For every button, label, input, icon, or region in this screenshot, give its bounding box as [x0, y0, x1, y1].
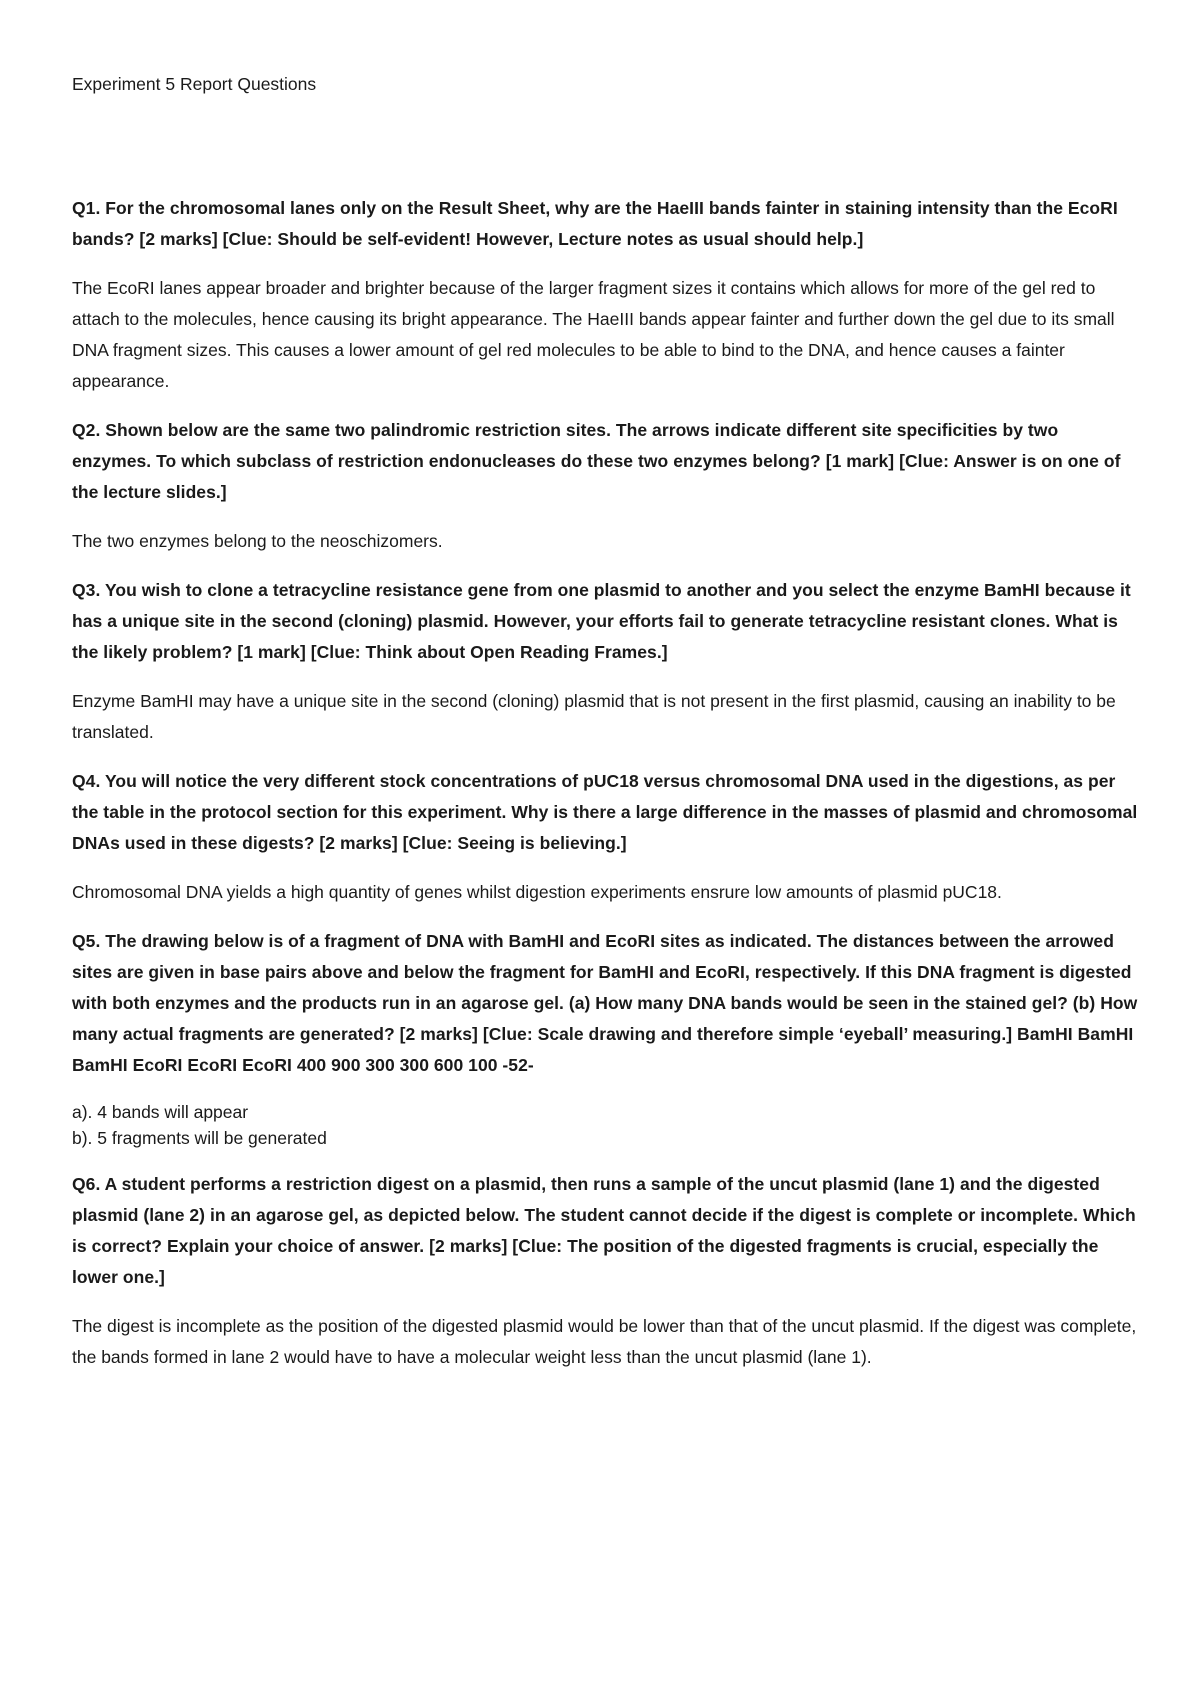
question-block-q1: [72, 193, 1142, 397]
question-list: [72, 193, 1142, 1373]
question-q3: Q3. You wish to clone a tetracycline resistance gene from one plasmid to another and you select the enzyme BamHI because it has a unique site in the second (cloning) plasmid. However, your efforts fail to generate tetracycline resistant clones. What is the likely problem? [1 mark] [Clue: Think about Open Reading Frames.]: [72, 579, 1131, 662]
question-block-q3: [72, 575, 1142, 748]
answer-q5: [72, 1099, 1142, 1151]
question-block-q6: [72, 1169, 1142, 1373]
question-block-q2: [72, 415, 1142, 557]
answer-q1: The EcoRI lanes appear broader and brighter because of the larger fragment sizes it contains which allows for more of the gel red to attach to the molecules, hence causing its bright appearance. The HaeIII bands appear fainter and further down the gel due to its small DNA fragment sizes. This causes a lower amount of gel red molecules to be able to bind to the DNA, and hence causes a fainter appearance.: [72, 277, 1115, 391]
question-q6: Q6. A student performs a restriction digest on a plasmid, then runs a sample of the uncut plasmid (lane 1) and the digested plasmid (lane 2) in an agarose gel, as depicted below. The student cannot decide if the digest is complete or incomplete. Which is correct? Explain your choice of answer. [2 marks] [Clue: The position of the digested fragments is crucial, especially the lower one.]: [72, 1173, 1136, 1287]
question-block-q4: [72, 766, 1142, 908]
question-q1: Q1. For the chromosomal lanes only on the Result Sheet, why are the HaeIII bands fainter in staining intensity than the EcoRI bands? [2 marks] [Clue: Should be self-evident! However, Lecture notes as usual should help.]: [72, 197, 1118, 249]
answer-q5-part-a: a). 4 bands will appear: [72, 1101, 249, 1122]
answer-q2: The two enzymes belong to the neoschizomers.: [72, 530, 443, 551]
question-q2: Q2. Shown below are the same two palindromic restriction sites. The arrows indicate different site specificities by two enzymes. To which subclass of restriction endonucleases do these two enzymes belong? [1 mark] [Clue: Answer is on one of the lecture slides.]: [72, 419, 1121, 502]
document-title: Experiment 5 Report Questions: [72, 74, 317, 94]
question-q4: Q4. You will notice the very different stock concentrations of pUC18 versus chromosomal DNA used in the digestions, as per the table in the protocol section for this experiment. Why is there a large difference in the masses of plasmid and chromosomal DNAs used in these digests? [2 marks] [Clue: Seeing is believing.]: [72, 770, 1138, 853]
document-page: [72, 72, 1142, 1391]
question-block-q5: [72, 926, 1142, 1151]
answer-q4: Chromosomal DNA yields a high quantity of genes whilst digestion experiments ensrure low amounts of plasmid pUC18.: [72, 881, 1002, 902]
question-q5: Q5. The drawing below is of a fragment of DNA with BamHI and EcoRI sites as indicated. The distances between the arrowed sites are given in base pairs above and below the fragment for BamHI and EcoRI, respectively. If this DNA fragment is digested with both enzymes and the products run in an agarose gel. (a) How many DNA bands would be seen in the stained gel? (b) How many actual fragments are generated? [2 marks] [Clue: Scale drawing and therefore simple ‘eyeball’ measuring.] BamHI BamHI BamHI EcoRI EcoRI EcoRI 400 900 300 300 600 100 -52-: [72, 930, 1138, 1075]
answer-q3: Enzyme BamHI may have a unique site in the second (cloning) plasmid that is not present in the first plasmid, causing an inability to be translated.: [72, 690, 1116, 742]
answer-q6: The digest is incomplete as the position of the digested plasmid would be lower than that of the uncut plasmid. If the digest was complete, the bands formed in lane 2 would have to have a molecular weight less than the uncut plasmid (lane 1).: [72, 1315, 1137, 1367]
answer-q5-part-b: b). 5 fragments will be generated: [72, 1127, 327, 1148]
